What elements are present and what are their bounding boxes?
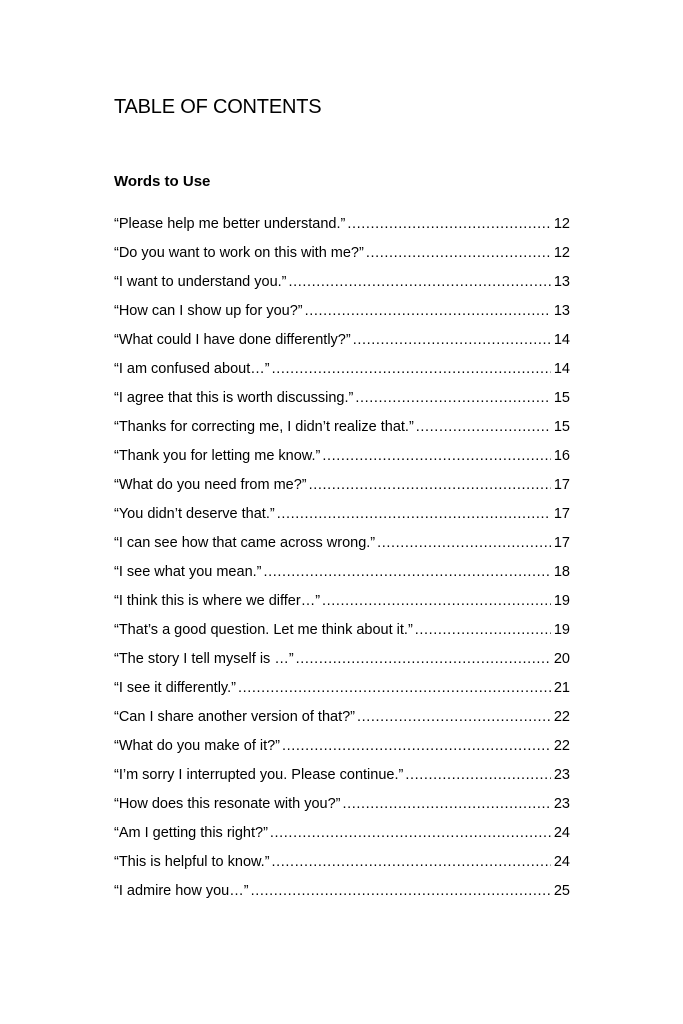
toc-entry-text: “Thank you for letting me know.”: [114, 448, 321, 464]
toc-dot-leader: [264, 560, 552, 584]
toc-dot-leader: [272, 850, 551, 874]
toc-dot-leader: [251, 879, 551, 903]
toc-page-number: 19: [553, 593, 570, 609]
toc-entry-text: “I think this is where we differ…”: [114, 593, 321, 609]
page-title: TABLE OF CONTENTS: [114, 96, 322, 118]
toc-entry-text: “I’m sorry I interrupted you. Please continue.”: [114, 767, 404, 783]
toc-entry: [114, 879, 570, 908]
toc-entry: [114, 647, 570, 676]
toc-entry: [114, 328, 570, 357]
toc-page-number: 17: [553, 477, 570, 493]
toc-dot-leader: [322, 589, 551, 613]
toc-entry: [114, 270, 570, 299]
toc-page-number: 22: [553, 738, 570, 754]
toc-entry-text: “Do you want to work on this with me?”: [114, 245, 364, 261]
toc-page-number: 16: [553, 448, 570, 464]
toc-dot-leader: [405, 763, 551, 787]
toc-page-number: 22: [553, 709, 570, 725]
toc-dot-leader: [366, 241, 551, 265]
toc-entry-text: “That’s a good question. Let me think about it.”: [114, 622, 413, 638]
toc-page-number: 13: [553, 274, 570, 290]
toc-entry-text: “How can I show up for you?”: [114, 303, 303, 319]
toc-dot-leader: [270, 821, 551, 845]
toc-dot-leader: [342, 792, 551, 816]
toc-page-number: 15: [553, 390, 570, 406]
toc-dot-leader: [305, 299, 551, 323]
toc-entry-text: “Can I share another version of that?”: [114, 709, 355, 725]
toc-page-number: 13: [553, 303, 570, 319]
toc-page-number: 15: [553, 419, 570, 435]
toc-page-number: 18: [553, 564, 570, 580]
toc-entry: [114, 618, 570, 647]
toc-entry-text: “This is helpful to know.”: [114, 854, 270, 870]
toc-entry-text: “The story I tell myself is …”: [114, 651, 294, 667]
toc-entry: [114, 589, 570, 618]
toc-entry: [114, 560, 570, 589]
toc-entry: [114, 676, 570, 705]
toc-page-number: 14: [553, 332, 570, 348]
toc-dot-leader: [322, 444, 551, 468]
toc-entry: [114, 241, 570, 270]
toc-entry: [114, 792, 570, 821]
toc-entry: [114, 850, 570, 879]
toc-dot-leader: [355, 386, 551, 410]
toc-dot-leader: [309, 473, 551, 497]
toc-page-number: 19: [553, 622, 570, 638]
toc-dot-leader: [347, 212, 551, 236]
toc-dot-leader: [296, 647, 551, 671]
toc-entry-text: “How does this resonate with you?”: [114, 796, 341, 812]
toc-dot-leader: [238, 676, 551, 700]
toc-page-number: 12: [553, 245, 570, 261]
toc-entry-text: “I see what you mean.”: [114, 564, 262, 580]
toc-entry: [114, 386, 570, 415]
toc-dot-leader: [282, 734, 551, 758]
toc-dot-leader: [415, 618, 551, 642]
toc-dot-leader: [353, 328, 551, 352]
toc-page-number: 23: [553, 767, 570, 783]
toc-entry: [114, 734, 570, 763]
toc-dot-leader: [357, 705, 551, 729]
toc-entry-text: “I admire how you…”: [114, 883, 249, 899]
toc-dot-leader: [289, 270, 552, 294]
toc-entry-text: “What could I have done differently?”: [114, 332, 351, 348]
toc-entry: [114, 299, 570, 328]
toc-page-number: 17: [553, 506, 570, 522]
toc-dot-leader: [272, 357, 551, 381]
toc-page-number: 14: [553, 361, 570, 377]
toc-entry-text: “I see it differently.”: [114, 680, 236, 696]
toc-dot-leader: [277, 502, 551, 526]
toc-entry: [114, 212, 570, 241]
toc-entry-text: “I am confused about…”: [114, 361, 270, 377]
section-heading: Words to Use: [114, 173, 211, 190]
toc-entry: [114, 444, 570, 473]
toc-entry-text: “I want to understand you.”: [114, 274, 287, 290]
toc-entry-text: “What do you need from me?”: [114, 477, 307, 493]
toc-entry: [114, 502, 570, 531]
toc-page-number: 12: [553, 216, 570, 232]
toc-entry-text: “Am I getting this right?”: [114, 825, 268, 841]
toc-entry-text: “I can see how that came across wrong.”: [114, 535, 376, 551]
toc-page-number: 24: [553, 854, 570, 870]
toc-entry-text: “You didn’t deserve that.”: [114, 506, 275, 522]
toc-page-number: 21: [553, 680, 570, 696]
toc-page-number: 20: [553, 651, 570, 667]
toc-entry: [114, 357, 570, 386]
toc-page-number: 17: [553, 535, 570, 551]
toc-entry-text: “Thanks for correcting me, I didn’t realize that.”: [114, 419, 414, 435]
toc-dot-leader: [377, 531, 551, 555]
toc-dot-leader: [416, 415, 551, 439]
toc-page-number: 23: [553, 796, 570, 812]
toc-entry: [114, 415, 570, 444]
toc-entry: [114, 531, 570, 560]
toc-entry-text: “What do you make of it?”: [114, 738, 281, 754]
toc-entry: [114, 763, 570, 792]
toc-entry: [114, 821, 570, 850]
toc-entry-text: “Please help me better understand.”: [114, 216, 346, 232]
toc-page-number: 25: [553, 883, 570, 899]
toc-entry: [114, 705, 570, 734]
toc-page-number: 24: [553, 825, 570, 841]
toc-entry-text: “I agree that this is worth discussing.”: [114, 390, 354, 406]
toc-list: [114, 212, 570, 908]
toc-entry: [114, 473, 570, 502]
